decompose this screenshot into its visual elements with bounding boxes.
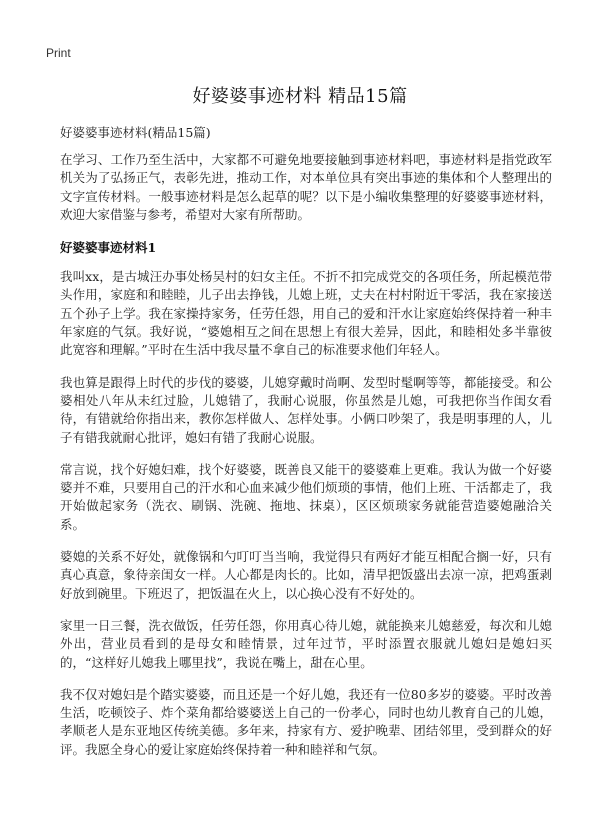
print-link[interactable]: Print	[46, 46, 71, 60]
section-heading: 好婆婆事迹材料1	[60, 240, 157, 256]
body-paragraph: 我也算是跟得上时代的步伐的婆婆，儿媳穿戴时尚啊、发型时髦啊等等，都能接受。和公婆相处八年从未红过脸，儿媳错了，我耐心说服，你虽然是儿媳，可我把你当作闺女看待，有错就给你指出来，教你怎样做人、怎样处事。小俩口吵架了，我是明事理的人，儿子有错我就耐心批评，媳妇有错了我耐心说服。	[60, 374, 552, 445]
body-paragraph: 婆媳的关系不好处，就像锅和勺叮叮当当响，我觉得只有两好才能互相配合搁一好，只有真心真意，象待亲闺女一样。人心都是肉长的。比如，清早把饭盛出去凉一凉，把鸡蛋剥好放到碗里。下班迟了，把饭温在火上，以心换心没有不好处的。	[60, 549, 552, 601]
body-paragraph: 我叫xx，是古城汪办事处杨吴村的妇女主任。不折不扣完成党交的各项任务，所起模范带头作用，家庭和和睦睦，儿子出去挣钱，儿媳上班，丈夫在村村附近干零活，我在家接送五个孙子上学。我在家操持家务，任劳任怨，用自己的爱和汗水让家庭始终保持着一种丰年家庭的气氛。我好说，“婆媳相互之间在思想上有很大差异，因此，和睦相处多半靠彼此宽容和理解。”平时在生活中我尽量不拿自己的标准要求他们年轻人。	[60, 269, 552, 358]
body-paragraph: 常言说，找个好媳妇难，找个好婆婆，既善良又能干的婆婆难上更难。我认为做一个好婆婆并不难，只要用自己的汗水和心血来减少他们烦琐的事情，他们上班、干活都走了，我开始做起家务（洗衣、刷锅、洗碗、拖地、抹桌），区区烦琐家务就能营造婆媳融洽关系。	[60, 461, 552, 532]
page-title: 好婆婆事迹材料 精品15篇	[192, 86, 408, 107]
intro-paragraph: 在学习、工作乃至生活中，大家都不可避免地要接触到事迹材料吧，事迹材料是指党政军机关为了弘扬正气，表彰先进，推动工作，对本单位具有突出事迹的集体和个人整理出的文字宣传材料。一般事迹材料是怎么起草的呢？以下是小编收集整理的好婆婆事迹材料，欢迎大家借鉴与参考，希望对大家有所帮助。	[60, 152, 552, 222]
body-paragraph: 我不仅对媳妇是个踏实婆婆，而且还是一个好儿媳，我还有一位80多岁的婆婆。平时改善生活，吃顿饺子、炸个菜角都给婆婆送上自己的一份孝心，同时也幼儿教育自己的儿媳，孝顺老人是东亚地区传统美德。多年来，持家有方、爱护晚辈、团结邻里，受到群众的好评。我愿全身心的爱让家庭始终保持着一种和睦祥和气氛。	[60, 686, 552, 757]
document-subtitle: 好婆婆事迹材料(精品15篇)	[60, 125, 211, 140]
body-paragraph: 家里一日三餐，洗衣做饭，任劳任怨，你用真心待儿媳，就能换来儿媳慈爱，每次和儿媳外出，营业员看到的是母女和睦情景，过年过节，平时添置衣服就儿媳妇是媳妇买的，“这样好儿媳我上哪里找”，我说在嘴上，甜在心里。	[60, 617, 552, 670]
document-body	[60, 151, 552, 773]
